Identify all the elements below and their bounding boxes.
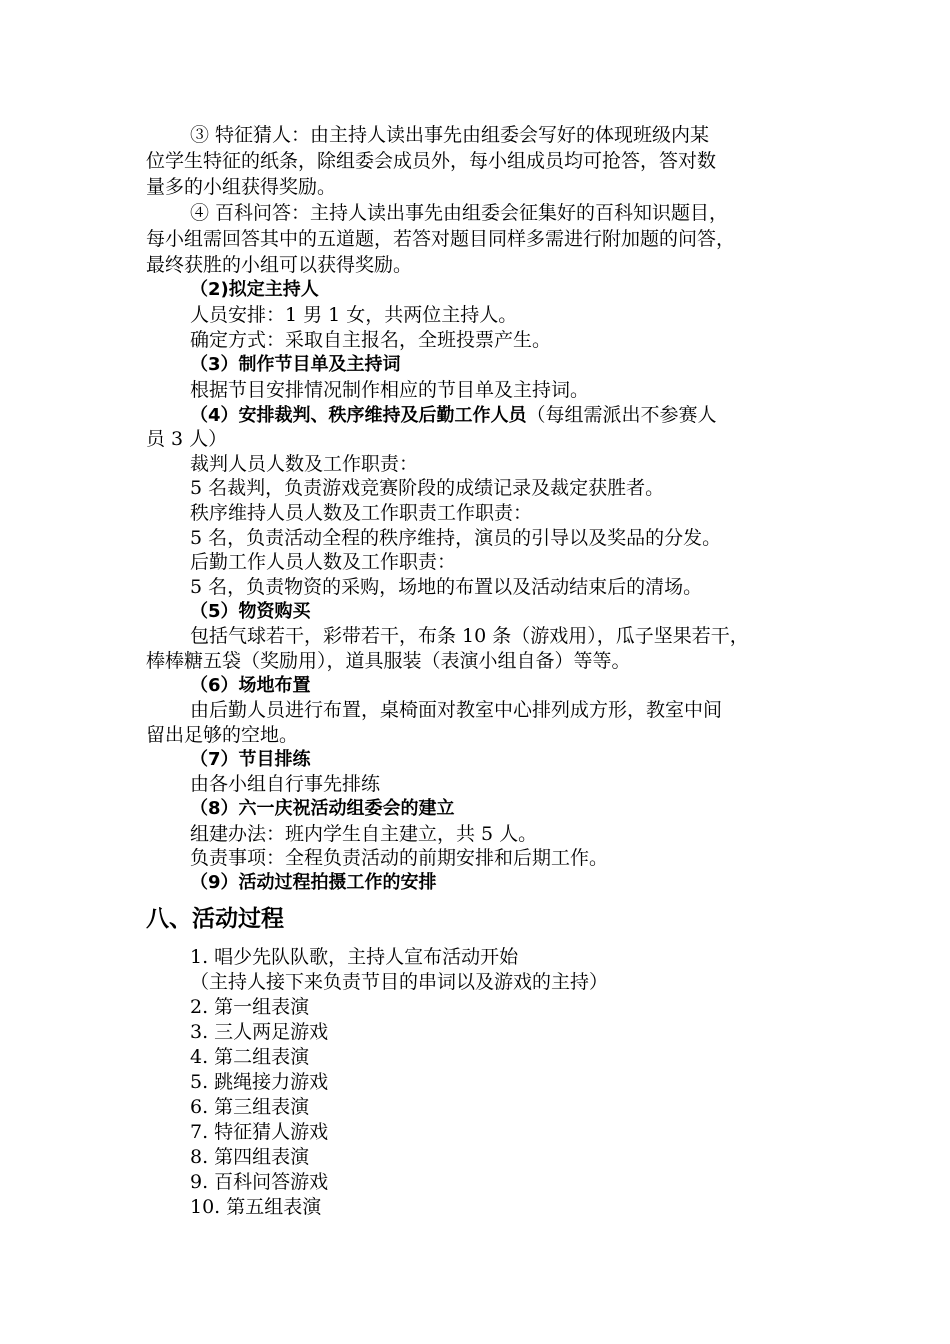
subheading-staff-line2: 员 3 人） (146, 428, 228, 450)
game4-text-line3: 最终获胜的小组可以获得奖励。 (146, 254, 413, 276)
list-item: 9. 百科问答游戏 (190, 1171, 329, 1193)
subheading-staff-bold: （4）安排裁判、秩序维持及后勤工作人员 (190, 405, 527, 426)
paragraph: 留出足够的空地。 (146, 724, 299, 746)
subheading-rehearsal: （7）节目排练 (190, 749, 311, 770)
list-item: 7. 特征猜人游戏 (190, 1121, 329, 1143)
paragraph: 负责事项：全程负责活动的前期安排和后期工作。 (190, 847, 609, 869)
section-title: 八、活动过程 (146, 906, 284, 932)
paragraph: 后勤工作人员人数及工作职责： (190, 551, 457, 573)
paragraph: 裁判人员人数及工作职责： (190, 453, 419, 475)
subheading-venue: （6）场地布置 (190, 675, 311, 696)
game4-text-line2: 每小组需回答其中的五道题，若答对题目同样多需进行附加题的问答， (146, 228, 736, 250)
paragraph: 包括气球若干，彩带若干，布条 10 条（游戏用），瓜子坚果若干， (190, 625, 749, 647)
list-item: 6. 第三组表演 (190, 1096, 310, 1118)
game3-text-line2: 位学生特征的纸条，除组委会成员外，每小组成员均可抢答，答对数 (146, 150, 717, 172)
paragraph: 人员安排：1 男 1 女，共两位主持人。 (190, 304, 518, 326)
paragraph: 秩序维持人员人数及工作职责工作职责： (190, 502, 533, 524)
paragraph: 5 名，负责活动全程的秩序维持，演员的引导以及奖品的分发。 (190, 527, 722, 549)
paragraph: 确定方式：采取自主报名，全班投票产生。 (190, 329, 552, 351)
list-item: 2. 第一组表演 (190, 996, 310, 1018)
subheading-host: （2)拟定主持人 (190, 279, 319, 300)
paragraph: 5 名，负责物资的采购，场地的布置以及活动结束后的清场。 (190, 576, 703, 598)
game4-text-line1: ④ 百科问答：主持人读出事先由组委会征集好的百科知识题目， (190, 202, 729, 224)
subheading-staff-note: （每组需派出不参赛人 (526, 404, 717, 426)
paragraph: 5 名裁判，负责游戏竞赛阶段的成绩记录及裁定获胜者。 (190, 477, 665, 499)
subheading-staff (190, 402, 717, 428)
paragraph: 棒棒糖五袋（奖励用），道具服装（表演小组自备）等等。 (146, 650, 631, 672)
game3-text-line1: ③ 特征猜人：由主持人读出事先由组委会写好的体现班级内某 (190, 124, 710, 146)
list-item: 1. 唱少先队队歌，主持人宣布活动开始 (190, 946, 519, 968)
subheading-supplies: （5）物资购买 (190, 601, 311, 622)
subheading-program: （3）制作节目单及主持词 (190, 354, 401, 375)
list-item: 8. 第四组表演 (190, 1146, 310, 1168)
list-item: （主持人接下来负责节目的串词以及游戏的主持） (190, 971, 609, 993)
list-item: 4. 第二组表演 (190, 1046, 310, 1068)
list-item: 5. 跳绳接力游戏 (190, 1071, 329, 1093)
paragraph: 根据节目安排情况制作相应的节目单及主持词。 (190, 379, 590, 401)
game3-text-line3: 量多的小组获得奖励。 (146, 176, 337, 198)
paragraph: 由后勤人员进行布置，桌椅面对教室中心排列成方形，教室中间 (190, 699, 723, 721)
subheading-committee: （8）六一庆祝活动组委会的建立 (190, 798, 455, 819)
paragraph: 组建办法：班内学生自主建立，共 5 人。 (190, 823, 538, 845)
paragraph: 由各小组自行事先排练 (190, 773, 381, 795)
subheading-photography: （9）活动过程拍摄工作的安排 (190, 872, 437, 893)
list-item: 10. 第五组表演 (190, 1196, 322, 1218)
list-item: 3. 三人两足游戏 (190, 1021, 329, 1043)
